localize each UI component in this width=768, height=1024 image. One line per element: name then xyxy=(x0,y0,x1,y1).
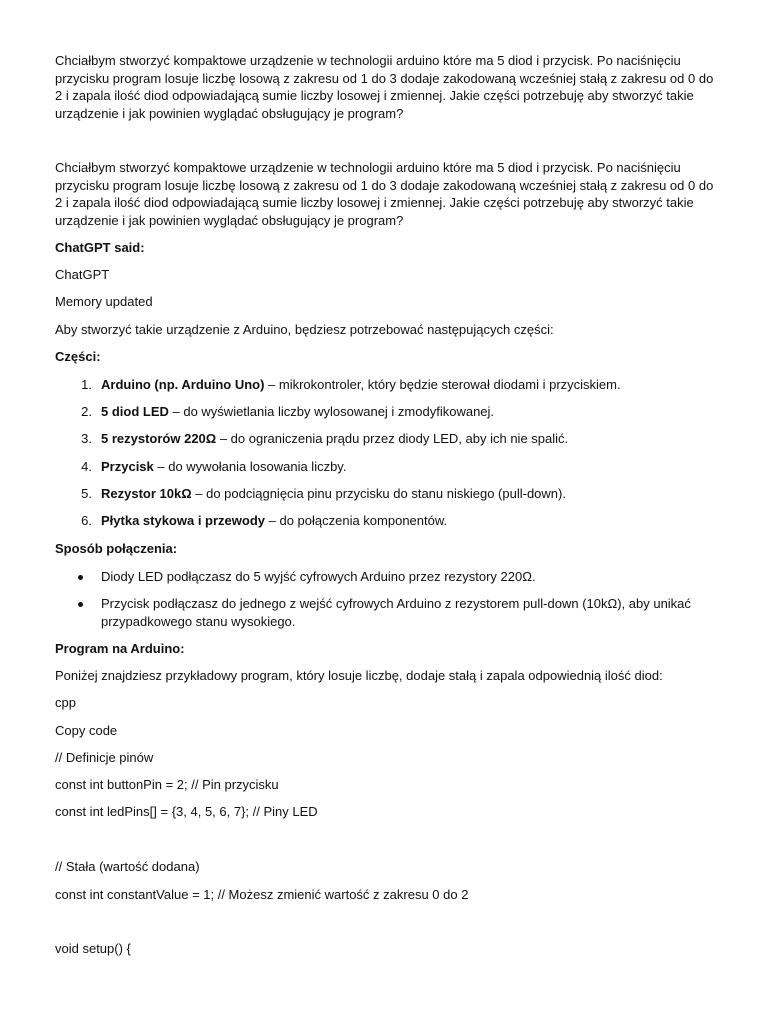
code-line: const int constantValue = 1; // Możesz zmienić wartość z zakresu 0 do 2 xyxy=(55,887,469,902)
list-item: Diody LED podłączasz do 5 wyjść cyfrowych Arduino przez rezystory 220Ω. xyxy=(101,569,536,584)
code-line: const int ledPins[] = {3, 4, 5, 6, 7}; // Piny LED xyxy=(55,804,318,819)
program-intro: Poniżej znajdziesz przykładowy program, który losuje liczbę, dodaje stałą i zapala odpowiednią ilość diod: xyxy=(55,668,663,683)
chatgpt-said-label: ChatGPT said: xyxy=(55,240,145,255)
bullet-icon xyxy=(78,575,83,580)
memory-updated-label: Memory updated xyxy=(55,294,153,309)
part-desc: – do wywołania losowania liczby. xyxy=(153,459,347,474)
part-name: Arduino (np. Arduino Uno) xyxy=(101,377,265,392)
part-desc: – do podciągnięcia pinu przycisku do stanu niskiego (pull-down). xyxy=(191,486,566,501)
part-desc: – mikrokontroler, który będzie sterował diodami i przyciskiem. xyxy=(264,377,621,392)
part-name: Przycisk xyxy=(101,459,154,474)
chatgpt-label: ChatGPT xyxy=(55,267,110,282)
part-name: Płytka stykowa i przewody xyxy=(101,513,266,528)
code-line: // Definicje pinów xyxy=(55,750,154,765)
bullet-icon xyxy=(78,602,83,607)
part-name: 5 diod LED xyxy=(101,404,169,419)
parts-heading: Części: xyxy=(55,349,101,364)
list-item-number: 3. xyxy=(81,431,92,446)
list-item-number: 6. xyxy=(81,513,92,528)
list-item xyxy=(101,512,701,530)
intro-text: Aby stworzyć takie urządzenie z Arduino, będziesz potrzebować następujących części: xyxy=(55,322,554,337)
list-item xyxy=(101,403,701,421)
user-question-2: Chciałbym stworzyć kompaktowe urządzenie w technologii arduino które ma 5 diod i przycisk. Po naciśnięciu przycisku program losuje liczbę losową z zakresu od 1 do 3 dodaje zakodowaną wcześniej stałą z zakresu od 0 do 2 i zapala ilość diod odpowiadającą sumie liczby losowej i zmiennej. Jakie części potrzebuję aby stworzyć takie urządzenie i jak powinien wyglądać obsługujący je program? xyxy=(55,160,714,228)
list-item-number: 2. xyxy=(81,404,92,419)
connection-heading: Sposób połączenia: xyxy=(55,541,178,556)
list-item xyxy=(101,458,701,476)
code-line: // Stała (wartość dodana) xyxy=(55,859,200,874)
program-heading: Program na Arduino: xyxy=(55,641,185,656)
part-desc: – do ograniczenia prądu przez diody LED, aby ich nie spalić. xyxy=(216,431,569,446)
part-desc: – do połączenia komponentów. xyxy=(265,513,448,528)
code-line: void setup() { xyxy=(55,941,131,956)
list-item: Przycisk podłączasz do jednego z wejść cyfrowych Arduino z rezystorem pull-down (10kΩ), aby unikać przypadkowego stanu wysokiego. xyxy=(101,596,691,629)
list-item-number: 4. xyxy=(81,459,92,474)
user-question-1: Chciałbym stworzyć kompaktowe urządzenie w technologii arduino które ma 5 diod i przycisk. Po naciśnięciu przycisku program losuje liczbę losową z zakresu od 1 do 3 dodaje zakodowaną wcześniej stałą z zakresu od 0 do 2 i zapala ilość diod odpowiadającą sumie liczby losowej i zmiennej. Jakie części potrzebuję aby stworzyć takie urządzenie i jak powinien wyglądać obsługujący je program? xyxy=(55,53,714,121)
code-language-label: cpp xyxy=(55,695,76,710)
list-item xyxy=(101,430,701,448)
list-item xyxy=(101,376,701,394)
part-name: 5 rezystorów 220Ω xyxy=(101,431,217,446)
list-item-number: 5. xyxy=(81,486,92,501)
part-name: Rezystor 10kΩ xyxy=(101,486,192,501)
part-desc: – do wyświetlania liczby wylosowanej i zmodyfikowanej. xyxy=(168,404,495,419)
list-item-number: 1. xyxy=(81,377,92,392)
code-line: const int buttonPin = 2; // Pin przycisku xyxy=(55,777,279,792)
copy-code-button[interactable]: Copy code xyxy=(55,723,118,738)
list-item xyxy=(101,485,701,503)
